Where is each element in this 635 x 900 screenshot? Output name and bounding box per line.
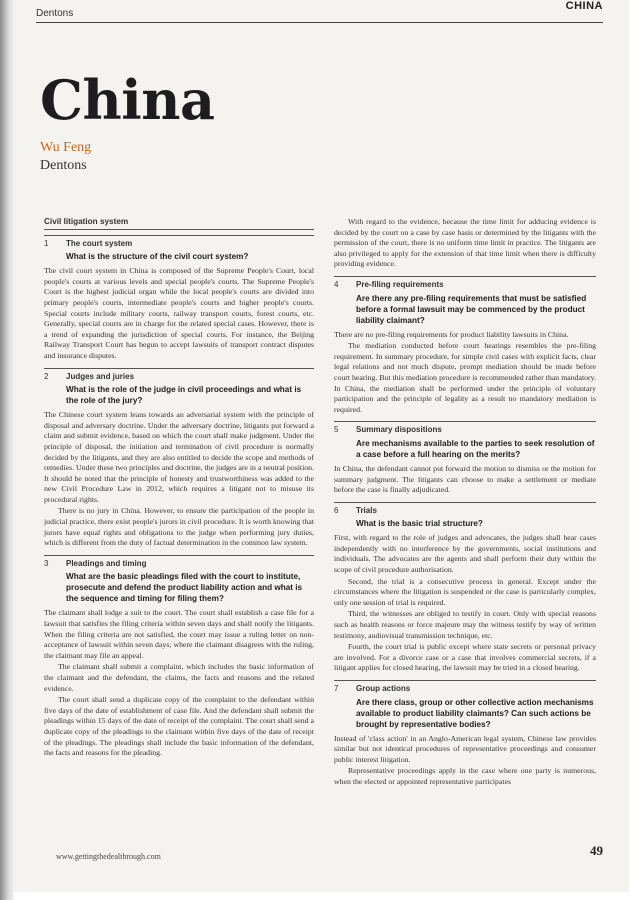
section-heading: [334, 680, 596, 695]
section-label: Civil litigation system: [44, 217, 314, 230]
section-1: [44, 235, 314, 362]
section-question: What is the basic trial structure?: [356, 519, 483, 529]
section-heading: [44, 235, 314, 250]
document-page: [14, 0, 629, 892]
section-question: What are the basic pleadings filed with the court to institute, prosecute and defend the product liability action and what is the sequence and timing for filing them?: [66, 572, 303, 604]
section-number: 3: [44, 558, 49, 568]
body-paragraph: There are no pre-filing requirements for product liability lawsuits in China.: [334, 329, 569, 339]
running-header: [14, 0, 629, 22]
right-column-intro: With regard to the evidence, because the time limit for adducing evidence is decided by the court on a case by case basis or determined by the litigants with the permission of the court, there is no uniform time limit in practice. The litigants are also privileged to apply for the extension of that time limit when there is difficulty providing evidence.: [334, 217, 596, 269]
body-paragraph: In China, the defendant cannot put forward the motion to dismiss or the motion for summary judgment. The litigants can choose to make a settlement or mediate before the case is finally adjudicated.: [334, 463, 596, 495]
section-question: What is the role of the judge in civil proceedings and what is the role of the jury?: [66, 385, 302, 406]
body-paragraph: The claimant shall lodge a suit to the court. The court shall establish a case file for a lawsuit that satisfies the filing criteria within seven days and shall notify the litigants. When the filing criteria are not satisfied, the court may issue a ruling letter on non-acceptance of lawsuit within seven days; where the claimant disagrees with the ruling, the claimant may file an appeal.: [44, 608, 314, 660]
section-question: Are there class, group or other collective action mechanisms available to product liability claimants? Can such actions be brought by representative bodies?: [356, 697, 594, 729]
section-number: 5: [334, 425, 339, 435]
section-5: [334, 421, 596, 495]
header-country: CHINA: [565, 0, 603, 12]
section-number: 2: [44, 371, 49, 381]
section-number: 6: [334, 505, 339, 515]
section-2: [44, 368, 314, 549]
section-title: The court system: [66, 238, 133, 248]
section-heading: [334, 421, 596, 436]
section-6: [334, 502, 596, 674]
section-4: [334, 276, 596, 415]
section-number: 1: [44, 238, 49, 248]
body-paragraph: The mediation conducted before court hearings resembles the pre-filing requirement. In summary procedure, for simple civil cases with explicit facts, clear legal relations and not much dispute, prompt mediation should be made before court hearing. But this mediation procedure is recommended rather than mandatory. In China, the mediation shall be performed under the principle of voluntary participation and the principle of legality as a result no mandatory mediation is required.: [334, 341, 596, 414]
section-heading: [334, 502, 596, 517]
body-paragraph: Second, the trial is a consecutive process in general. Except under the circumstances where the litigation is suspended or the case is particularly complex, only one session of trial is required.: [334, 576, 596, 607]
section-title: Summary dispositions: [356, 425, 442, 435]
page-number: 49: [590, 843, 603, 858]
right-column: [334, 217, 596, 789]
body-paragraph: The civil court system in China is composed of the Supreme People's Court, local people's courts at various levels and special people's courts. The Supreme People's Court is the highest judicial organ while the local people's courts are divided into primary people's courts, intermediate people's courts and higher people's courts. Special courts include military courts, railway transport courts, forest courts, etc. Generally, special courts are in charge for the related special cases. However, there is a trend of expanding the jurisdiction of special courts. For instance, the Beijing Railway Transport Court has begun to accept lawsuits of transport contract disputes and insurance disputes.: [44, 266, 314, 360]
author-name: Wu Feng: [40, 140, 92, 155]
body-paragraph: Representative proceedings apply in the case where one party is numerous, when the elected or appointed representative participates: [334, 766, 596, 786]
book-spine-shadow: [0, 0, 14, 900]
left-column: [44, 217, 314, 760]
section-7: [334, 680, 596, 788]
header-rule: [36, 22, 603, 23]
footer-url: www.gettingthedealthrough.com: [56, 852, 161, 861]
section-title: Pleadings and timing: [66, 558, 147, 568]
body-paragraph: The Chinese court system leans towards an adversarial system with the principle of disposal and adversary doctrine. Under the adversary doctrine, litigants put forward a claim and submit evidence, based on which the court shall make judgment. Under the principle of disposal, the initiation and termination of civil procedure is normally decided by the litigants, and they are also entitled to decide the scope and methods of remedies. Under these two principles and doctrine, the judges are in a neutral position. It should be noted that the principle of honesty and trustworthiness was added to the new Civil Procedure Law in 2012, which requires a litigant not to misuse its procedural rights.: [44, 410, 314, 504]
author-firm: Dentons: [40, 158, 87, 173]
section-number: 7: [334, 684, 339, 693]
section-heading: [44, 368, 314, 383]
body-paragraph: First, with regard to the role of judges and advocates, the judges shall hear cases independently with no interference by the governments, social institutions and individuals. The advocates are the agents and shall perform their duty within the scope of civil procedure authorisation.: [334, 533, 596, 575]
body-paragraph: Instead of 'class action' in an Anglo-American legal system, Chinese law provides similar but not identical procedures of representative proceedings and consumer public interest litigation.: [334, 733, 596, 764]
section-title: Trials: [356, 505, 377, 515]
section-title: Pre-filing requirements: [356, 279, 444, 289]
header-firm: Dentons: [36, 8, 74, 19]
section-question: What is the structure of the civil court system?: [66, 252, 249, 262]
body-paragraph: There is no jury in China. However, to ensure the participation of the people in judicial practice, there exist people's jurors in civil procedure. It is worth knowing that jurors have equal rights and obligations to the judge when performing jury duties, which is different from the duty of factual determination in the common law system.: [44, 506, 314, 548]
body-paragraph: Fourth, the court trial is public except where state secrets or personal privacy are involved. For a divorce case or a case that involves commercial secrets, if a litigant applies for closed hearing, the lawsuit may be tried in a closed hearing.: [334, 642, 596, 673]
section-question: Are there any pre-filing requirements that must be satisfied before a formal lawsuit may be commenced by the product liability claimant?: [356, 293, 587, 325]
section-number: 4: [334, 279, 339, 289]
section-question: Are mechanisms available to the parties to seek resolution of a case before a full hearing on the merits?: [356, 438, 595, 459]
section-heading: [44, 555, 314, 570]
section-heading: [334, 276, 596, 291]
body-paragraph: The claimant shall submit a complaint, which includes the basic information of the claimant and the defendant, the claims, the facts and reasons and the related evidence.: [44, 662, 314, 693]
section-title: Judges and juries: [66, 371, 135, 381]
body-paragraph: The court shall send a duplicate copy of the complaint to the defendant within five days of the date of establishment of case file. And the defendant shall submit the pleadings within 15 days of the date of receipt of the complaint. The court shall send a duplicate copy of the pleadings to the claimant within five days of the date of receipt of the pleadings. The pleadings shall include the basic information of the defendant, the facts and reasons for the pleading.: [44, 695, 314, 758]
body-paragraph: Third, the witnesses are obliged to testify in court. Only with special reasons such as health reasons or force majeure may the witness testify by way of written testimony, audiovisual transmission technique, etc.: [334, 609, 596, 640]
section-3: [44, 555, 314, 759]
section-title: Group actions: [356, 684, 411, 693]
page-title: China: [40, 68, 215, 132]
